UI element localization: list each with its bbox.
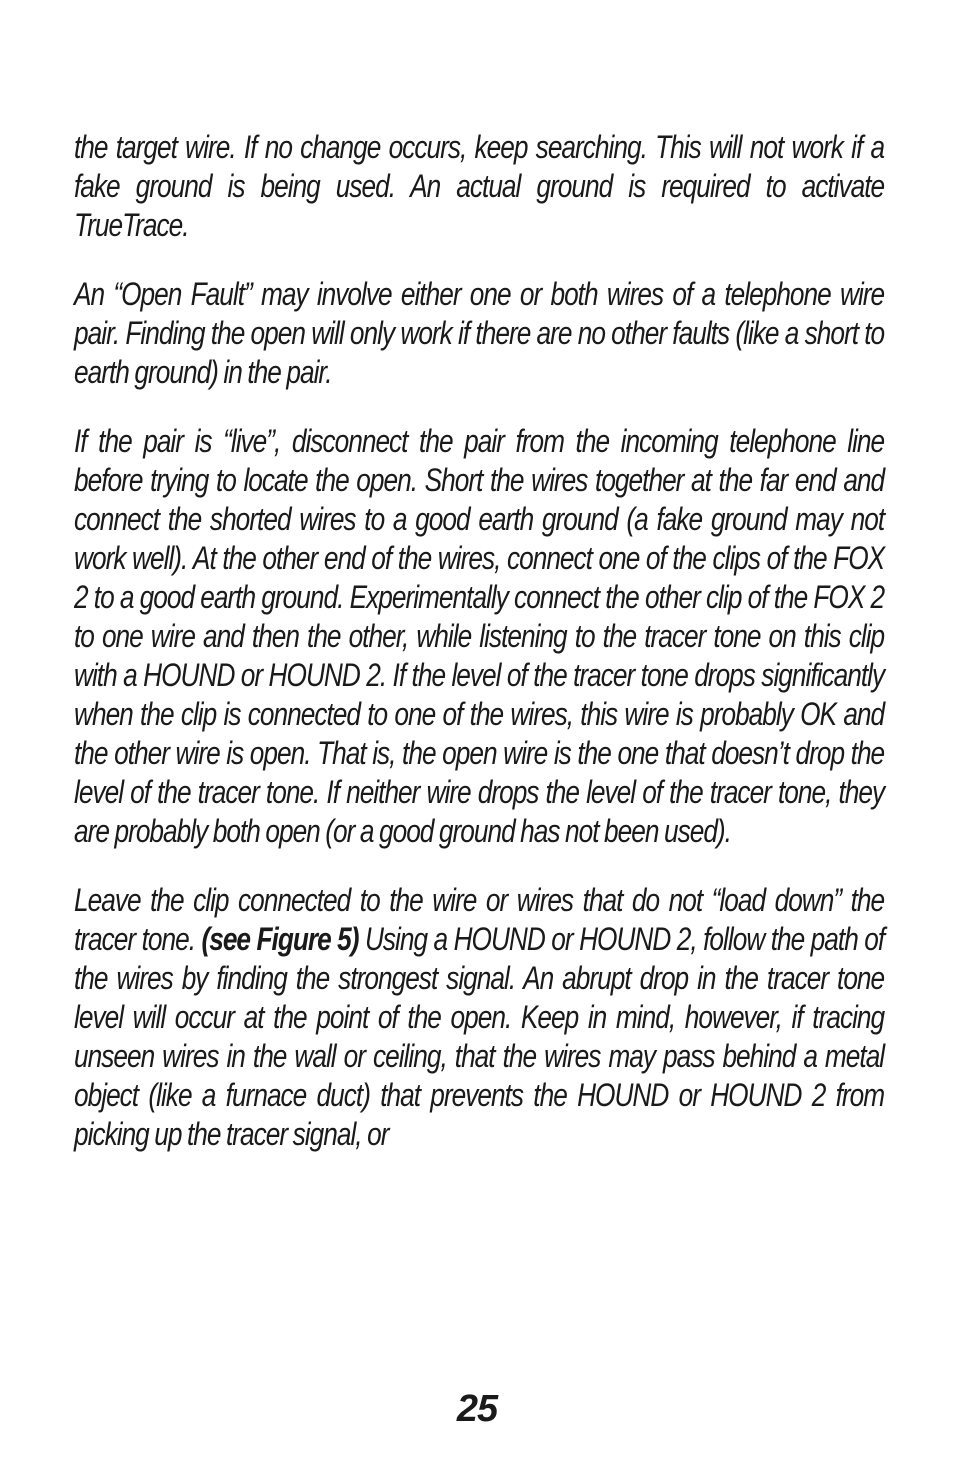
paragraph-truetrace-ground — [74, 128, 884, 245]
page-body — [74, 128, 884, 1184]
paragraph-live-pair-procedure — [74, 422, 884, 851]
figure-reference: (see Figure 5) — [201, 921, 359, 957]
paragraph-tracing-open — [74, 881, 884, 1154]
paragraph-text-before: Leave the clip connected to the wire or wires that do not “load down” the tracer tone. — [74, 882, 885, 957]
paragraph-open-fault — [74, 275, 884, 392]
paragraph-text-after: Using a HOUND or HOUND 2, follow the path of the wires by finding the strongest signal. An abrupt drop in the tracer tone level will occur at the point of the open. Keep in mind, however, if tracing unseen wires in the wall or ceiling, that the wires may pass behind a metal object (like a furnace duct) that prevents the HOUND or HOUND 2 from picking up the tracer signal, or — [74, 921, 885, 1152]
paragraph-text: If the pair is “live”, disconnect the pair from the incoming telephone line before trying to locate the open. Short the wires together at the far end and connect the shorted wires to a good earth ground (a fake ground may not work well). At the other end of the wires, connect one of the clips of the FOX 2 to a good earth ground. Experimentally connect the other clip of the FOX 2 to one wire and then the other, while listening to the tracer tone on this clip with a HOUND or HOUND 2. If the level of the tracer tone drops significantly when the clip is connected to one of the wires, this wire is probably OK and the other wire is open. That is, the open wire is the one that doesn’t drop the level of the tracer tone. If neither wire drops the level of the tracer tone, they are probably both open (or a good ground has not been used). — [74, 423, 885, 849]
page-number: 25 — [456, 1388, 498, 1430]
paragraph-text: the target wire. If no change occurs, keep searching. This will not work if a fake ground is being used. An actual ground is required to activate TrueTrace. — [74, 129, 885, 243]
paragraph-text: An “Open Fault” may involve either one or both wires of a telephone wire pair. Finding the open will only work if there are no other faults (like a short to earth ground) in the pair. — [74, 276, 885, 390]
